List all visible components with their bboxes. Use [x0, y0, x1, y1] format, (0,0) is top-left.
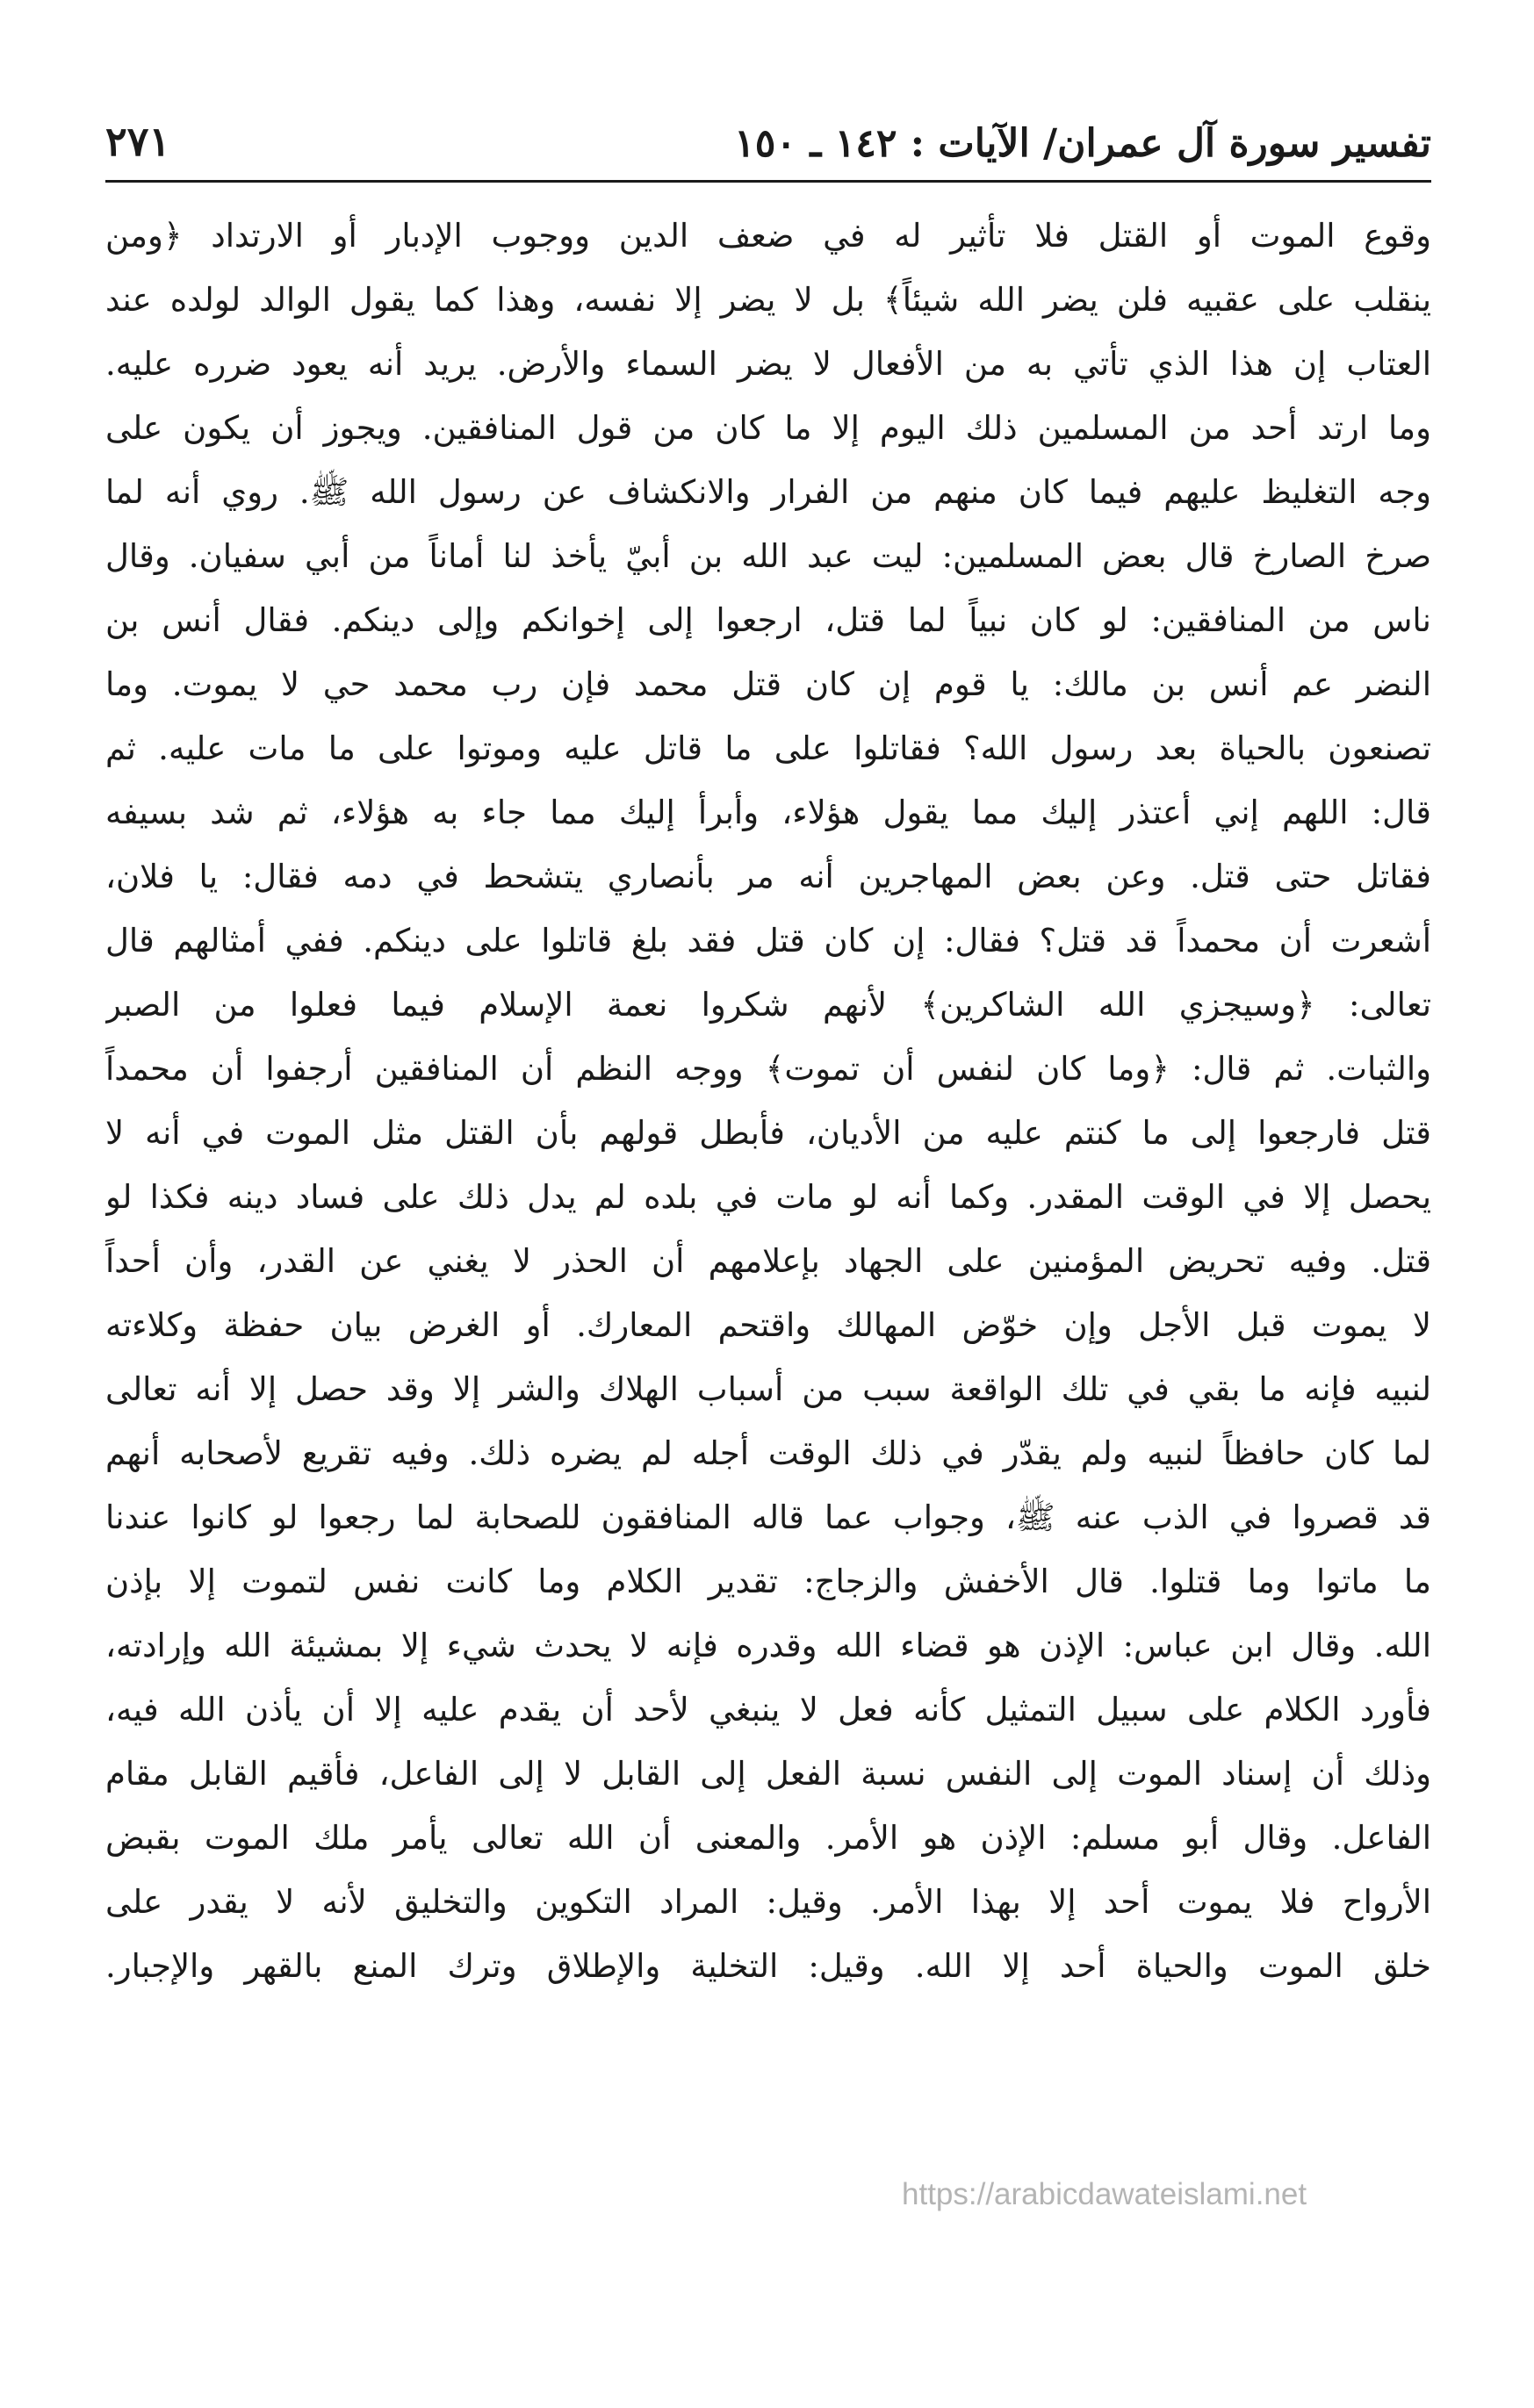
text-line: فقاتل حتى قتل. وعن بعض المهاجرين أنه مر بأنصاري يتشحط في دمه فقال: يا فلان،	[105, 858, 1431, 895]
text-line: لا يموت قبل الأجل وإن خوّض المهالك واقتحم المعارك. أو الغرض بيان حفظة وكلاءته	[105, 1306, 1431, 1344]
text-line: فأورد الكلام على سبيل التمثيل كأنه فعل لا ينبغي لأحد أن يقدم عليه إلا أن يأذن الله فيه،	[105, 1691, 1431, 1729]
source-watermark: https://arabicdawateislami.net	[902, 2177, 1307, 2211]
body-text	[105, 204, 1431, 1998]
text-line: وقوع الموت أو القتل فلا تأثير له في ضعف الدين ووجوب الإدبار أو الارتداد ﴿ومن	[105, 217, 1431, 255]
header-divider	[105, 180, 1431, 183]
page-number: ٢٧١	[105, 118, 171, 165]
text-line: الفاعل. وقال أبو مسلم: الإذن هو الأمر. والمعنى أن الله تعالى يأمر ملك الموت بقبض	[105, 1819, 1431, 1857]
text-line: العتاب إن هذا الذي تأتي به من الأفعال لا يضر السماء والأرض. يريد أنه يعود ضرره عليه.	[105, 345, 1431, 383]
text-line: الأرواح فلا يموت أحد إلا بهذا الأمر. وقيل: المراد التكوين والتخليق لأنه لا يقدر على	[105, 1883, 1431, 1921]
text-line: قد قصروا في الذب عنه ﷺ، وجواب عما قاله المنافقون للصحابة لما رجعوا لو كانوا عندنا	[105, 1499, 1431, 1536]
text-line: لما كان حافظاً لنبيه ولم يقدّر في ذلك الوقت أجله لم يضره ذلك. وفيه تقريع لأصحابه أنهم	[105, 1434, 1431, 1472]
text-line: وما ارتد أحد من المسلمين ذلك اليوم إلا ما كان من قول المنافقين. ويجوز أن يكون على	[105, 409, 1431, 447]
text-line: يحصل إلا في الوقت المقدر. وكما أنه لو مات في بلده لم يدل ذلك على فساد دينه فكذا لو	[105, 1178, 1431, 1216]
text-line: تعالى: ﴿وسيجزي الله الشاكرين﴾ لأنهم شكروا نعمة الإسلام فيما فعلوا من الصبر	[105, 986, 1431, 1024]
text-line: الله. وقال ابن عباس: الإذن هو قضاء الله وقدره فإنه لا يحدث شيء إلا بمشيئة الله وإرادته،	[105, 1627, 1431, 1664]
text-line: النضر عم أنس بن مالك: يا قوم إن كان قتل محمد فإن رب محمد حي لا يموت. وما	[105, 665, 1431, 703]
text-line: تصنعون بالحياة بعد رسول الله؟ فقاتلوا على ما قاتل عليه وموتوا على ما مات عليه. ثم	[105, 730, 1431, 767]
text-line: قال: اللهم إني أعتذر إليك مما يقول هؤلاء، وأبرأ إليك مما جاء به هؤلاء، ثم شد بسيفه	[105, 794, 1431, 831]
text-line: قتل فارجعوا إلى ما كنتم عليه من الأديان، فأبطل قولهم بأن القتل مثل الموت في أنه لا	[105, 1114, 1431, 1152]
text-line: وجه التغليظ عليهم فيما كان منهم من الفرار والانكشاف عن رسول الله ﷺ. روي أنه لما	[105, 473, 1431, 511]
text-line: خلق الموت والحياة أحد إلا الله. وقيل: التخلية والإطلاق وترك المنع بالقهر والإجبار.	[105, 1947, 1431, 1985]
running-title: تفسير سورة آل عمران/ الآيات : ١٤٢ ـ ١٥٠	[734, 121, 1431, 166]
text-line: لنبيه فإنه ما بقي في تلك الواقعة سبب من أسباب الهلاك والشر إلا وقد حصل إلا أنه تعالى	[105, 1370, 1431, 1408]
page-header	[105, 112, 1431, 174]
text-line: ما ماتوا وما قتلوا. قال الأخفش والزجاج: تقدير الكلام وما كانت نفس لتموت إلا بإذن	[105, 1563, 1431, 1600]
text-line: ناس من المنافقين: لو كان نبياً لما قتل، ارجعوا إلى إخوانكم وإلى دينكم. فقال أنس بن	[105, 601, 1431, 639]
text-line: صرخ الصارخ قال بعض المسلمين: ليت عبد الله بن أبيّ يأخذ لنا أماناً من أبي سفيان. وقال	[105, 537, 1431, 575]
text-line: أشعرت أن محمداً قد قتل؟ فقال: إن كان قتل فقد بلغ قاتلوا على دينكم. ففي أمثالهم قال	[105, 922, 1431, 960]
text-line: قتل. وفيه تحريض المؤمنين على الجهاد بإعلامهم أن الحذر لا يغني عن القدر، وأن أحداً	[105, 1242, 1431, 1280]
text-line: ينقلب على عقبيه فلن يضر الله شيئاً﴾ بل لا يضر إلا نفسه، وهذا كما يقول الوالد لولده عند	[105, 281, 1431, 319]
text-line: وذلك أن إسناد الموت إلى النفس نسبة الفعل إلى القابل لا إلى الفاعل، فأقيم القابل مقام	[105, 1755, 1431, 1793]
text-line: والثبات. ثم قال: ﴿وما كان لنفس أن تموت﴾ ووجه النظم أن المنافقين أرجفوا أن محمداً	[105, 1050, 1431, 1088]
